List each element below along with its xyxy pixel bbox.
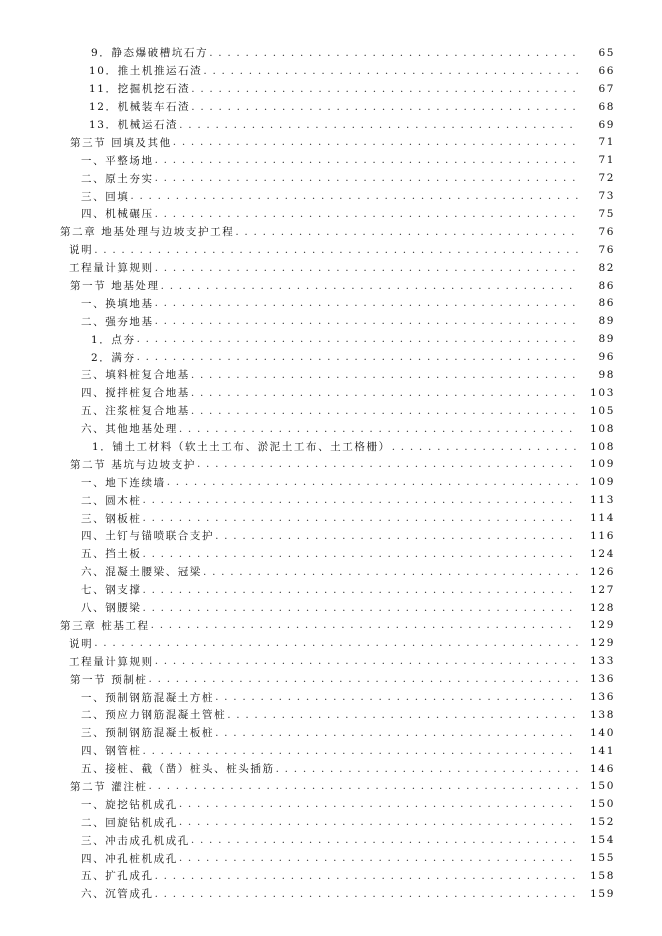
toc-entry-label: 工程量计算规则 <box>69 655 154 668</box>
dot-leader <box>155 208 578 220</box>
dot-leader <box>191 101 578 113</box>
dot-leader <box>173 136 578 148</box>
toc-entry-page-number: 89 <box>598 315 615 328</box>
toc-entry[interactable] <box>0 205 662 223</box>
toc-entry-label: 二、预应力钢筋混凝土管桩 <box>81 709 227 722</box>
toc-entry-page-number: 150 <box>590 798 615 811</box>
dot-leader <box>155 172 578 184</box>
dot-leader <box>179 816 578 828</box>
toc-entry-label: 四、冲孔桩机成孔 <box>81 852 178 865</box>
toc-entry-page-number: 133 <box>590 655 615 668</box>
toc-entry-page-number: 108 <box>590 422 615 435</box>
toc-entry-label: 六、混凝土腰梁、冠梁 <box>81 566 202 579</box>
toc-entry-page-number: 136 <box>590 691 615 703</box>
toc-entry-page-number: 116 <box>590 529 615 542</box>
toc-entry-page-number: 155 <box>590 852 615 865</box>
dot-leader <box>197 458 578 470</box>
dot-leader <box>143 584 579 596</box>
toc-entry[interactable] <box>0 151 662 169</box>
toc-entry-page-number: 114 <box>590 512 615 525</box>
toc-entry-label: 第一节 预制桩 <box>70 673 148 686</box>
table-of-contents <box>0 44 662 903</box>
toc-entry-page-number: 105 <box>590 404 615 417</box>
toc-entry[interactable] <box>0 241 662 259</box>
dot-leader <box>191 387 578 399</box>
toc-entry[interactable] <box>0 384 662 402</box>
toc-entry-label: 五、扩孔成孔 <box>81 870 154 883</box>
toc-entry-label: 三、预制钢筋混凝土板桩 <box>81 727 215 740</box>
toc-entry-page-number: 69 <box>598 118 615 131</box>
toc-entry[interactable] <box>0 634 662 652</box>
dot-leader <box>179 852 578 864</box>
toc-entry-label: 三、回填 <box>81 190 130 203</box>
toc-entry[interactable] <box>0 688 662 706</box>
dot-leader <box>155 315 578 327</box>
toc-entry[interactable] <box>0 473 662 491</box>
toc-entry-label: 10．推土机推运石渣 <box>89 65 203 78</box>
dot-leader <box>137 333 578 345</box>
dot-leader <box>203 566 578 578</box>
dot-leader <box>215 727 578 739</box>
dot-leader <box>137 351 578 363</box>
dot-leader <box>227 709 578 721</box>
toc-entry-label: 八、钢腰梁 <box>81 602 142 615</box>
dot-leader <box>161 280 578 292</box>
toc-entry-label: 13．机械运石渣 <box>89 119 179 131</box>
dot-leader <box>191 405 578 417</box>
dot-leader <box>149 673 578 685</box>
toc-entry[interactable] <box>0 885 662 903</box>
toc-entry-label: 四、搅拌桩复合地基 <box>81 387 190 400</box>
toc-entry-label: 五、接桩、截（凿）桩头、桩头插筋 <box>81 763 275 776</box>
toc-entry[interactable] <box>0 742 662 760</box>
dot-leader <box>155 655 578 667</box>
toc-entry-page-number: 113 <box>590 494 615 507</box>
toc-entry-label: 第二节 灌注桩 <box>70 780 148 793</box>
dot-leader <box>143 512 579 524</box>
toc-entry-page-number: 146 <box>590 762 615 775</box>
toc-entry-label: 七、钢支撑 <box>81 584 142 597</box>
toc-entry-label: 第一节 地基处理 <box>70 280 160 293</box>
toc-entry-page-number: 136 <box>590 673 615 686</box>
toc-entry[interactable] <box>0 617 662 635</box>
toc-entry[interactable] <box>0 652 662 670</box>
toc-entry-page-number: 71 <box>598 154 615 167</box>
toc-entry[interactable] <box>0 44 662 62</box>
toc-entry-label: 一、地下连续墙 <box>81 476 166 489</box>
toc-entry[interactable] <box>0 80 662 98</box>
toc-entry[interactable] <box>0 527 662 545</box>
toc-entry-page-number: 68 <box>598 100 615 113</box>
toc-entry-label: 二、圆木桩 <box>81 494 142 507</box>
toc-entry-page-number: 98 <box>598 368 615 381</box>
toc-entry[interactable] <box>0 706 662 724</box>
toc-entry-label: 一、预制钢筋混凝土方桩 <box>81 691 215 704</box>
toc-entry-label: 一、换填地基 <box>81 297 154 310</box>
toc-entry-label: 二、回旋钻机成孔 <box>81 816 178 829</box>
toc-entry-page-number: 138 <box>590 708 615 721</box>
toc-entry-page-number: 72 <box>598 172 615 185</box>
toc-entry[interactable] <box>0 760 662 778</box>
toc-entry-label: 六、其他地基处理 <box>81 423 178 436</box>
dot-leader <box>143 745 579 757</box>
toc-entry[interactable] <box>0 455 662 473</box>
toc-entry[interactable] <box>0 294 662 312</box>
toc-entry-page-number: 108 <box>590 440 615 453</box>
dot-leader <box>143 494 579 506</box>
toc-entry[interactable] <box>0 563 662 581</box>
dot-leader <box>191 834 578 846</box>
toc-entry-label: 六、沉管成孔 <box>81 888 154 901</box>
toc-entry[interactable] <box>0 330 662 348</box>
toc-entry-label: 12．机械装车石渣 <box>89 101 191 114</box>
dot-leader <box>215 691 578 703</box>
toc-entry[interactable] <box>0 581 662 599</box>
toc-entry-label: 9．静态爆破槽坑石方 <box>91 47 209 60</box>
toc-entry-page-number: 141 <box>590 744 615 757</box>
dot-leader <box>179 798 578 810</box>
toc-entry-page-number: 158 <box>590 869 615 882</box>
toc-entry-page-number: 66 <box>598 64 615 77</box>
dot-leader <box>130 190 578 202</box>
toc-entry-label: 五、注浆桩复合地基 <box>81 405 190 418</box>
toc-entry-page-number: 89 <box>598 333 615 346</box>
dot-leader <box>151 619 578 631</box>
toc-entry[interactable] <box>0 187 662 205</box>
dot-leader <box>215 530 578 542</box>
dot-leader <box>155 888 578 900</box>
toc-entry-page-number: 86 <box>598 279 615 292</box>
toc-entry[interactable] <box>0 116 662 134</box>
toc-entry-page-number: 103 <box>590 386 615 399</box>
toc-entry[interactable] <box>0 438 662 456</box>
toc-entry-page-number: 140 <box>590 726 615 739</box>
toc-entry-label: 三、冲击成孔机成孔 <box>81 834 190 847</box>
toc-entry-page-number: 73 <box>598 190 615 203</box>
toc-entry[interactable] <box>0 813 662 831</box>
dot-leader <box>155 262 578 274</box>
dot-leader <box>167 476 578 488</box>
toc-entry-page-number: 76 <box>598 243 615 256</box>
toc-entry[interactable] <box>0 223 662 241</box>
toc-entry-page-number: 86 <box>598 297 615 310</box>
toc-entry-label: 一、平整场地 <box>81 154 154 167</box>
toc-entry-page-number: 129 <box>590 637 615 650</box>
toc-entry-label: 第二章 地基处理与边坡支护工程 <box>60 226 235 239</box>
dot-leader <box>143 548 579 560</box>
toc-entry-page-number: 127 <box>590 583 615 596</box>
toc-entry[interactable] <box>0 366 662 384</box>
toc-entry-page-number: 152 <box>590 816 615 829</box>
toc-entry-page-number: 126 <box>590 565 615 578</box>
toc-entry-page-number: 154 <box>590 834 615 847</box>
toc-entry-page-number: 65 <box>598 46 615 59</box>
toc-entry-page-number: 67 <box>598 82 615 95</box>
dot-leader <box>179 423 578 435</box>
dot-leader <box>392 441 578 453</box>
toc-entry-page-number: 129 <box>590 619 615 632</box>
toc-entry[interactable] <box>0 599 662 617</box>
dot-leader <box>155 297 578 309</box>
toc-entry-page-number: 71 <box>598 136 615 149</box>
toc-entry-page-number: 128 <box>590 601 615 614</box>
toc-entry[interactable] <box>0 133 662 151</box>
toc-entry-label: 11．挖掘机挖石渣 <box>89 83 191 96</box>
toc-entry-label: 三、填料桩复合地基 <box>81 369 190 382</box>
toc-entry-label: 1．点夯 <box>91 333 136 346</box>
toc-entry[interactable] <box>0 867 662 885</box>
toc-entry-label: 1．铺土工材料（软土土工布、淤泥土工布、土工格栅） <box>92 441 391 454</box>
dot-leader <box>179 119 578 131</box>
dot-leader <box>143 602 579 614</box>
toc-entry[interactable] <box>0 259 662 277</box>
dot-leader <box>235 226 578 238</box>
toc-entry-page-number: 75 <box>598 207 615 220</box>
toc-entry[interactable] <box>0 491 662 509</box>
toc-entry[interactable] <box>0 277 662 295</box>
toc-entry[interactable] <box>0 420 662 438</box>
toc-entry[interactable] <box>0 849 662 867</box>
toc-entry-label: 工程量计算规则 <box>69 262 154 275</box>
toc-entry-label: 说明 <box>69 244 94 257</box>
toc-entry[interactable] <box>0 778 662 796</box>
toc-entry-page-number: 109 <box>590 476 615 489</box>
dot-leader <box>155 154 578 166</box>
toc-entry-label: 三、钢板桩 <box>81 512 142 525</box>
toc-entry[interactable] <box>0 545 662 563</box>
toc-entry[interactable] <box>0 831 662 849</box>
dot-leader <box>94 244 578 256</box>
toc-entry-label: 第三节 回填及其他 <box>70 136 172 149</box>
dot-leader <box>149 780 578 792</box>
toc-entry-label: 五、挡土板 <box>81 548 142 561</box>
dot-leader <box>276 763 578 775</box>
dot-leader <box>191 369 578 381</box>
toc-entry[interactable] <box>0 509 662 527</box>
toc-entry[interactable] <box>0 348 662 366</box>
toc-entry-label: 四、土钉与锚喷联合支护 <box>81 530 215 543</box>
toc-entry-page-number: 124 <box>590 547 615 560</box>
toc-entry-label: 一、旋挖钻机成孔 <box>81 798 178 811</box>
toc-entry[interactable] <box>0 62 662 80</box>
dot-leader <box>191 83 578 95</box>
toc-entry-label: 第二节 基坑与边坡支护 <box>70 458 196 471</box>
toc-entry-page-number: 159 <box>590 887 615 900</box>
toc-entry-page-number: 96 <box>598 351 615 364</box>
toc-entry[interactable] <box>0 795 662 813</box>
toc-entry-page-number: 76 <box>598 225 615 238</box>
dot-leader <box>203 65 578 77</box>
dot-leader <box>155 870 578 882</box>
dot-leader <box>94 637 578 649</box>
toc-entry[interactable] <box>0 402 662 420</box>
dot-leader <box>209 47 578 59</box>
toc-entry-label: 四、机械碾压 <box>81 208 154 221</box>
toc-entry-label: 四、钢管桩 <box>81 745 142 758</box>
toc-entry-label: 二、原土夯实 <box>81 172 154 185</box>
toc-entry[interactable] <box>0 98 662 116</box>
toc-entry[interactable] <box>0 169 662 187</box>
toc-entry-page-number: 82 <box>598 261 615 274</box>
toc-entry-page-number: 109 <box>590 458 615 471</box>
toc-entry[interactable] <box>0 670 662 688</box>
toc-entry-label: 第三章 桩基工程 <box>60 619 150 632</box>
toc-entry-label: 二、强夯地基 <box>81 315 154 328</box>
toc-entry-label: 2．满夯 <box>91 351 136 364</box>
toc-entry[interactable] <box>0 312 662 330</box>
toc-entry-page-number: 150 <box>590 780 615 793</box>
toc-entry-label: 说明 <box>69 637 94 650</box>
toc-entry[interactable] <box>0 724 662 742</box>
